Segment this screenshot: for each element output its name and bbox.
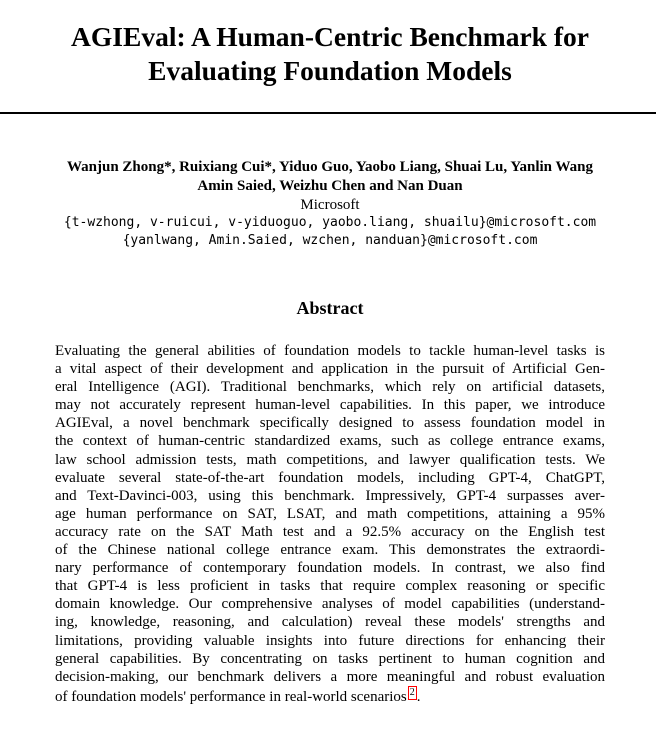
affiliation: Microsoft (300, 197, 360, 213)
abstract-line: the context of human-centric standardized exams, such as college entrance exams, (55, 433, 605, 450)
abstract-line: nary performance of contemporary foundation models. In contrast, we also find (55, 560, 605, 577)
email-line-1: {t-wzhong, v-ruicui, v-yiduoguo, yaobo.liang, shuailu}@microsoft.com (63, 215, 597, 230)
abstract-end-punct: . (416, 688, 421, 705)
title-divider (0, 112, 656, 114)
abstract-line: that GPT-4 is less proficient in tasks that require complex reasoning or specific (55, 578, 605, 595)
abstract-line: age human performance on SAT, LSAT, and math competitions, attaining a 95% (55, 505, 605, 522)
author-line-1: Wanjun Zhong*, Ruixiang Cui*, Yiduo Guo, Yaobo Liang, Shuai Lu, Yanlin Wang (66, 159, 594, 175)
abstract-line: law school admission tests, math competitions, and lawyer qualification tests. We (55, 451, 605, 468)
abstract-heading: Abstract (296, 298, 364, 318)
abstract-last-line-text: of foundation models' performance in real-world scenarios (55, 688, 407, 705)
abstract-line: limitations, providing valuable insights into future directions for enhancing their (55, 632, 605, 649)
author-list (0, 158, 660, 196)
abstract-line: of the Chinese national college entrance exam. This demonstrates the extraordi- (55, 542, 605, 559)
abstract-line: Evaluating the general abilities of foundation models to tackle human-level tasks is (55, 343, 605, 359)
abstract-last-line (55, 686, 605, 706)
title-line-2: Evaluating Foundation Models (148, 55, 512, 86)
abstract-line: a vital aspect of their development and application in the pursuit of Artificial Gen- (55, 361, 605, 378)
title-line-1: AGIEval: A Human-Centric Benchmark for (71, 21, 589, 52)
email-line-2: {yanlwang, Amin.Saied, wzchen, nanduan}@microsoft.com (122, 233, 538, 248)
abstract-body (55, 342, 605, 706)
footnote-link[interactable]: 2 (409, 686, 415, 698)
abstract-line: general capabilities. By concentrating on tasks pertinent to human cognition and (55, 650, 605, 667)
abstract-line: ing, knowledge, reasoning, and calculation) reveal these models' strengths and (55, 614, 605, 631)
author-emails (0, 214, 660, 250)
abstract-line: and Text-Davinci-003, using this benchmark. Impressively, GPT-4 surpasses aver- (55, 487, 605, 504)
abstract-line: decision-making, our benchmark delivers a more meaningful and robust evaluation (55, 668, 605, 685)
abstract-line: evaluate several state-of-the-art foundation models, including GPT-4, ChatGPT, (55, 469, 605, 486)
abstract-line: eral Intelligence (AGI). Traditional benchmarks, which rely on artificial datasets, (55, 379, 605, 396)
abstract-line: may not accurately represent human-level capabilities. In this paper, we introduce (55, 397, 605, 414)
abstract-line: domain knowledge. Our comprehensive analyses of model capabilities (understand- (55, 596, 605, 613)
abstract-line: accuracy rate on the SAT Math test and a 92.5% accuracy on the English test (55, 523, 605, 540)
author-line-2: Amin Saied, Weizhu Chen and Nan Duan (197, 178, 463, 194)
abstract-line: AGIEval, a novel benchmark specifically designed to assess foundation model in (55, 415, 605, 432)
paper-title (0, 20, 660, 88)
